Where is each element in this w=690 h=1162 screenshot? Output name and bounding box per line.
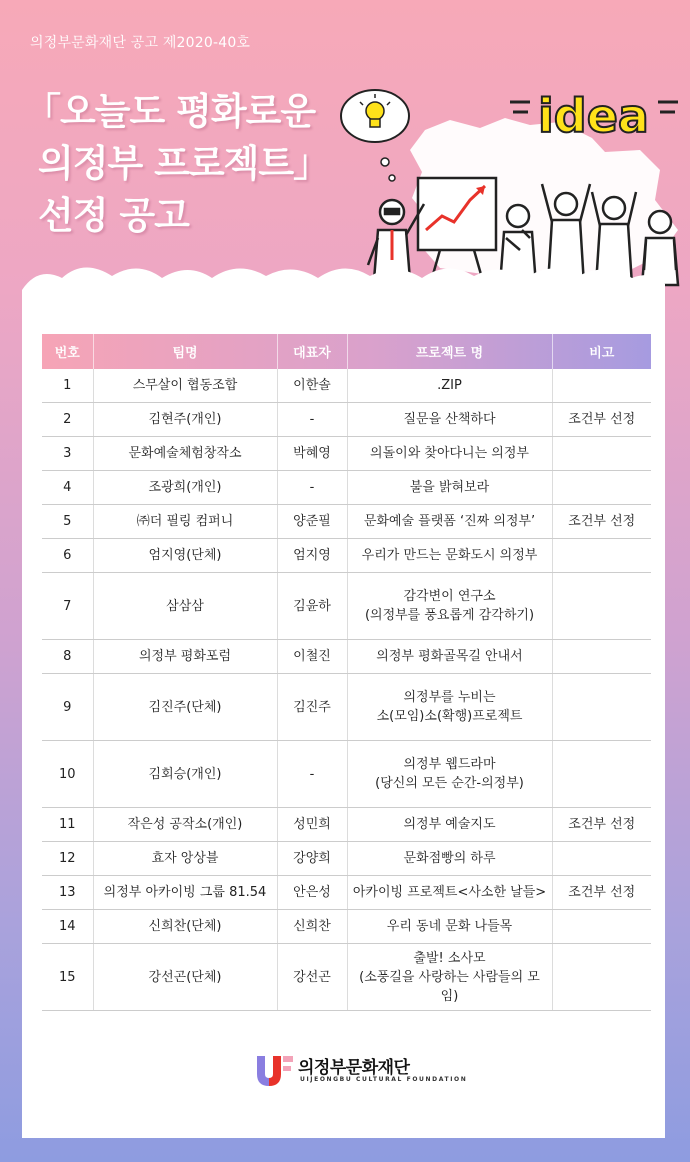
cell-project: [347, 674, 552, 741]
project-line: 의돌이와 찾아다니는 의정부: [370, 446, 529, 461]
table-row: [42, 573, 651, 640]
cell-note: 조건부 선정: [552, 876, 651, 910]
cell-rep: 강양희: [277, 842, 347, 876]
table-row: [42, 539, 651, 573]
lightbulb-thought-cloud: [341, 90, 409, 181]
cell-team: 강선곤(단체): [93, 944, 277, 1011]
cell-rep: 이철진: [277, 640, 347, 674]
cell-rep: 성민희: [277, 808, 347, 842]
cell-no: 5: [42, 505, 93, 539]
cell-project: [347, 403, 552, 437]
header-note: 비고: [589, 346, 615, 361]
cell-no: 6: [42, 539, 93, 573]
cell-team: 조광희(개인): [93, 471, 277, 505]
cell-team: 신희찬(단체): [93, 910, 277, 944]
cell-rep: 안은성: [277, 876, 347, 910]
cell-team: 엄지영(단체): [93, 539, 277, 573]
cell-project: [347, 808, 552, 842]
table-row: [42, 808, 651, 842]
table-row: [42, 842, 651, 876]
cell-team: 효자 앙상블: [93, 842, 277, 876]
idea-illustration: [330, 80, 685, 290]
project-line: 의정부 웹드라마: [403, 757, 496, 772]
cell-rep: -: [277, 471, 347, 505]
cell-rep: 이한솔: [277, 369, 347, 403]
cell-team: ㈜더 필링 컴퍼니: [93, 505, 277, 539]
cell-project: [347, 640, 552, 674]
cell-rep: 엄지영: [277, 539, 347, 573]
cell-team: 의정부 평화포럼: [93, 640, 277, 674]
table-row: [42, 910, 651, 944]
cell-team: 작은성 공작소(개인): [93, 808, 277, 842]
cell-note: [552, 640, 651, 674]
cell-project: [347, 944, 552, 1011]
table-row: [42, 437, 651, 471]
header-team: 팀명: [93, 334, 277, 369]
cell-project: [347, 505, 552, 539]
project-line: (소풍길을 사랑하는 사람들의 모임): [359, 969, 540, 1004]
notice-number: 의정부문화재단 공고 제2020-40호: [30, 35, 251, 51]
table-row: [42, 674, 651, 741]
headline-line-2: 의정부 프로젝트」: [38, 142, 330, 185]
cell-no: 10: [42, 741, 93, 808]
project-line: 의정부를 누비는: [403, 690, 496, 705]
cell-note: [552, 944, 651, 1011]
cell-rep: 신희찬: [277, 910, 347, 944]
cell-project: [347, 876, 552, 910]
table-header-row: [42, 334, 651, 369]
header-project: 프로젝트 명: [347, 334, 552, 369]
cell-project: [347, 369, 552, 403]
table-row: [42, 876, 651, 910]
cell-no: 11: [42, 808, 93, 842]
cell-project: [347, 539, 552, 573]
headline-line-1: 「오늘도 평화로운: [24, 90, 316, 133]
cell-no: 7: [42, 573, 93, 640]
table-row: [42, 944, 651, 1011]
table-row: [42, 505, 651, 539]
table-row: [42, 471, 651, 505]
cell-rep: 김윤하: [277, 573, 347, 640]
cell-note: [552, 539, 651, 573]
project-line: 질문을 산책하다: [403, 412, 496, 427]
project-line: 우리 동네 문화 나들목: [386, 919, 513, 934]
header-representative: 대표자: [277, 334, 347, 369]
cell-team: 의정부 아카이빙 그룹 81.54: [93, 876, 277, 910]
cell-rep: 강선곤: [277, 944, 347, 1011]
headline: [24, 86, 364, 242]
cell-team: 삼삼삼: [93, 573, 277, 640]
cell-no: 15: [42, 944, 93, 1011]
cell-team: 김현주(개인): [93, 403, 277, 437]
cell-team: 김진주(단체): [93, 674, 277, 741]
cell-team: 문화예술체험창작소: [93, 437, 277, 471]
cell-project: [347, 573, 552, 640]
uf-logo-icon: [254, 1054, 294, 1086]
cell-project: [347, 741, 552, 808]
cell-note: 조건부 선정: [552, 505, 651, 539]
cell-project: [347, 437, 552, 471]
cell-no: 12: [42, 842, 93, 876]
project-line: 불을 밝혀보라: [409, 480, 490, 495]
cell-no: 8: [42, 640, 93, 674]
table-row: [42, 640, 651, 674]
header-no: 번호: [42, 334, 93, 369]
cell-note: [552, 573, 651, 640]
cell-rep: -: [277, 741, 347, 808]
idea-text: idea: [538, 89, 649, 143]
cell-rep: 박혜영: [277, 437, 347, 471]
cell-no: 1: [42, 369, 93, 403]
project-line: 감각변이 연구소: [403, 589, 496, 604]
project-table: [42, 334, 651, 1011]
project-line: (당신의 모든 순간-의정부): [375, 776, 524, 791]
cell-no: 3: [42, 437, 93, 471]
cell-rep: 김진주: [277, 674, 347, 741]
cell-no: 14: [42, 910, 93, 944]
cell-note: [552, 437, 651, 471]
cell-note: [552, 910, 651, 944]
cell-project: [347, 842, 552, 876]
cell-note: [552, 471, 651, 505]
project-line: (의정부를 풍요롭게 감각하기): [364, 608, 535, 623]
project-line: 소(모임)소(확행)프로젝트: [376, 709, 523, 724]
cell-team: 스무살이 협동조합: [93, 369, 277, 403]
content-card: [22, 300, 665, 1138]
cell-note: [552, 674, 651, 741]
cell-note: 조건부 선정: [552, 808, 651, 842]
project-line: 문화예술 플랫폼 ‘진짜 의정부’: [363, 514, 536, 529]
cell-no: 13: [42, 876, 93, 910]
cell-team: 김회승(개인): [93, 741, 277, 808]
logo-name: 의정부문화재단: [298, 1058, 410, 1078]
cell-rep: -: [277, 403, 347, 437]
cell-project: [347, 910, 552, 944]
cell-project: [347, 471, 552, 505]
project-line: 의정부 예술지도: [403, 817, 496, 832]
cloud-edge: [22, 260, 665, 304]
cell-note: [552, 741, 651, 808]
project-line: 문화점빵의 하루: [403, 851, 496, 866]
logo-subtitle: UIJEONGBU CULTURAL FOUNDATION: [300, 1076, 468, 1083]
table-row: [42, 403, 651, 437]
cell-note: [552, 369, 651, 403]
cell-rep: 양준필: [277, 505, 347, 539]
cell-no: 9: [42, 674, 93, 741]
cell-note: 조건부 선정: [552, 403, 651, 437]
headline-line-3: 선정 공고: [38, 194, 189, 237]
project-line: 아카이빙 프로젝트<사소한 날들>: [352, 885, 547, 900]
project-line: .ZIP: [437, 378, 462, 393]
foundation-logo: [254, 1052, 468, 1088]
cell-no: 4: [42, 471, 93, 505]
table-row: [42, 741, 651, 808]
project-line: 우리가 만드는 문화도시 의정부: [361, 548, 538, 563]
cell-note: [552, 842, 651, 876]
project-line: 의정부 평화골목길 안내서: [376, 649, 523, 664]
table-row: [42, 369, 651, 403]
project-line: 출발! 소사모: [413, 950, 486, 966]
cell-no: 2: [42, 403, 93, 437]
